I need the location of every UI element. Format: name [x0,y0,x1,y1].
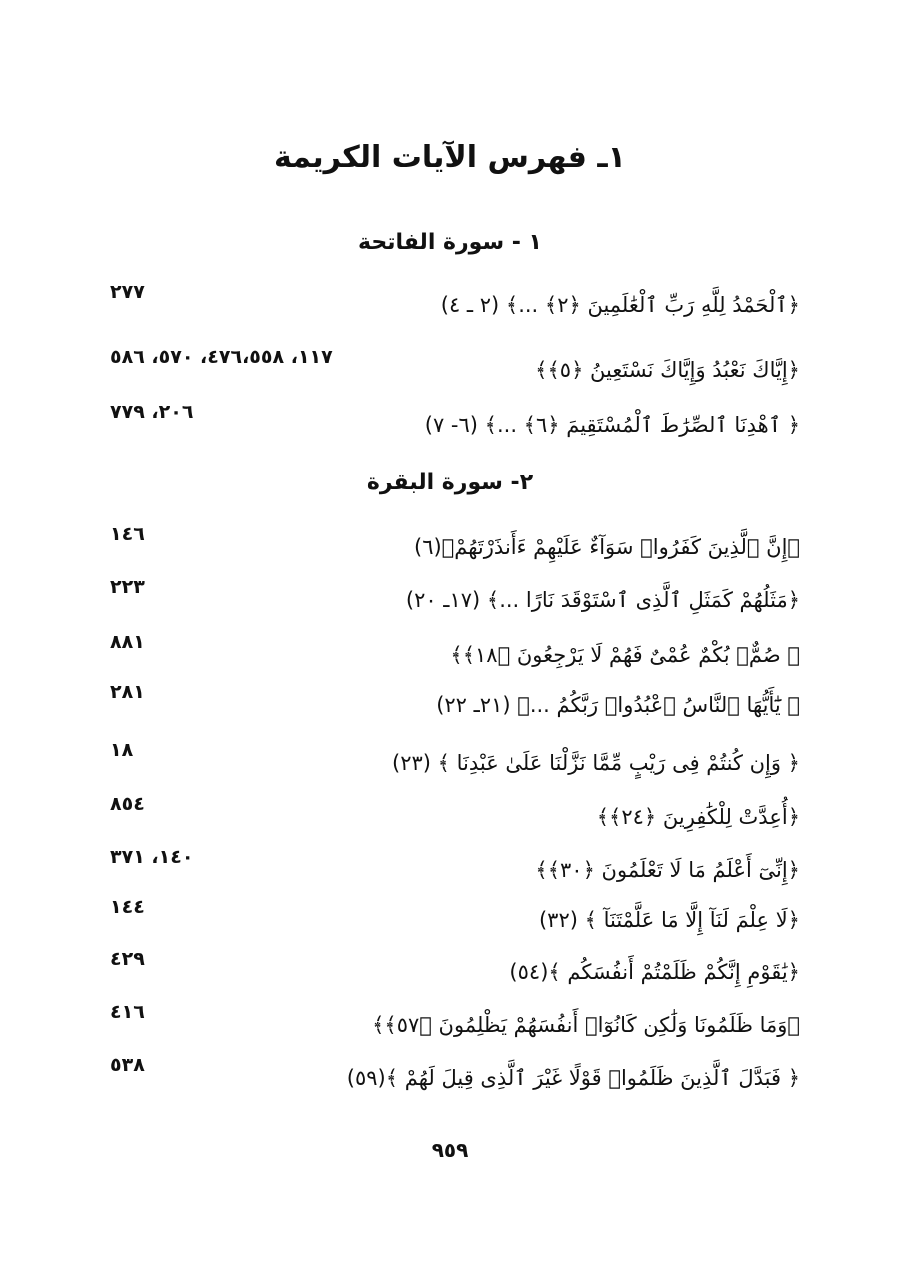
verse-text: ﴿إِنَّ ٱلَّذِينَ كَفَرُوا۟ سَوَآءٌ عَلَيْهِمْ ءَأَنذَرْتَهُمْ﴾(٦) [414,535,800,559]
index-entry [110,1001,800,1045]
page-references: ٢٧٧ [110,281,145,303]
index-entry [110,793,800,837]
page-number: ٩٥٩ [431,1138,469,1162]
verse-text: ﴿ٱلْحَمْدُ لِلَّهِ رَبِّ ٱلْعَٰلَمِينَ ﴿٢﴾ ...﴾ (٢ ـ ٤) [440,293,800,317]
index-entry [110,281,800,325]
verse-text: ﴿ يَٰٓأَيُّهَا ٱلنَّاسُ ٱعْبُدُوا۟ رَبَّكُمُ ...﴾ (٢١ـ ٢٢) [436,693,800,717]
page-references: ١٤٠، ٣٧١ [110,846,194,868]
index-entry [110,1054,800,1098]
index-entry [110,523,800,567]
index-entry [110,346,800,390]
index-entry [110,896,800,940]
verse-text: ﴿ فَبَدَّلَ ٱلَّذِينَ ظَلَمُوا۟ قَوْلًا غَيْرَ ٱلَّذِى قِيلَ لَهُمْ ﴾(٥٩) [346,1066,800,1090]
page-references: ١١٧، ٤٧٦،٥٥٨، ٥٧٠، ٥٨٦ [110,346,333,368]
surah-heading-baqarah: ٢- سورة البقرة [366,470,534,495]
index-entry [110,948,800,992]
index-entry [110,631,800,675]
index-title: ١ـ فهرس الآيات الكريمة [274,140,626,175]
verse-text: ﴿أُعِدَّتْ لِلْكَٰفِرِينَ ﴿٢٤﴾﴾ [596,805,800,829]
index-entry [110,846,800,890]
page-references: ١٨ [110,739,134,761]
verse-text: ﴿مَثَلُهُمْ كَمَثَلِ ٱلَّذِى ٱسْتَوْقَدَ نَارًا ...﴾ (١٧ـ ٢٠) [405,588,800,612]
verse-text: ﴿لَا عِلْمَ لَنَآ إِلَّا مَا عَلَّمْتَنَآ ﴾ (٣٢) [538,908,800,932]
page-references: ٤٢٩ [110,948,145,970]
page-references: ٥٣٨ [110,1054,145,1076]
page-references: ١٤٤ [110,896,145,918]
index-entry [110,739,800,783]
verse-text: ﴿ صُمٌّۢ بُكْمٌ عُمْىٌ فَهُمْ لَا يَرْجِعُونَ ﴿١٨﴾﴾ [450,643,800,667]
index-entry [110,401,800,445]
verse-text: ﴿إِنِّىٓ أَعْلَمُ مَا لَا تَعْلَمُونَ ﴿٣٠﴾﴾ [535,858,800,882]
page-references: ١٤٦ [110,523,145,545]
page-references: ٨٨١ [110,631,145,653]
verse-text: ﴿وَمَا ظَلَمُونَا وَلَٰكِن كَانُوٓا۟ أَنفُسَهُمْ يَظْلِمُونَ ﴿٥٧﴾﴾ [372,1013,800,1037]
verse-text: ﴿ ٱهْدِنَا ٱلصِّرَٰطَ ٱلْمُسْتَقِيمَ ﴿٦﴾ ...﴾ (٦- ٧) [424,413,800,437]
page-references: ٢٠٦، ٧٧٩ [110,401,194,423]
index-entry [110,576,800,620]
verse-text: ﴿يَٰقَوْمِ إِنَّكُمْ ظَلَمْتُمْ أَنفُسَكُم ﴾(٥٤) [509,960,800,984]
surah-heading-fatiha: ١ - سورة الفاتحة [358,230,542,255]
verse-text: ﴿ وَإِن كُنتُمْ فِى رَيْبٍ مِّمَّا نَزَّلْنَا عَلَىٰ عَبْدِنَا ﴾ (٢٣) [392,751,800,775]
index-entry [110,681,800,725]
page-references: ٤١٦ [110,1001,145,1023]
page-references: ٨٥٤ [110,793,145,815]
page-references: ٢٢٣ [110,576,145,598]
verse-text: ﴿إِيَّاكَ نَعْبُدُ وَإِيَّاكَ نَسْتَعِينُ ﴿٥﴾﴾ [535,358,800,382]
page-references: ٢٨١ [110,681,145,703]
